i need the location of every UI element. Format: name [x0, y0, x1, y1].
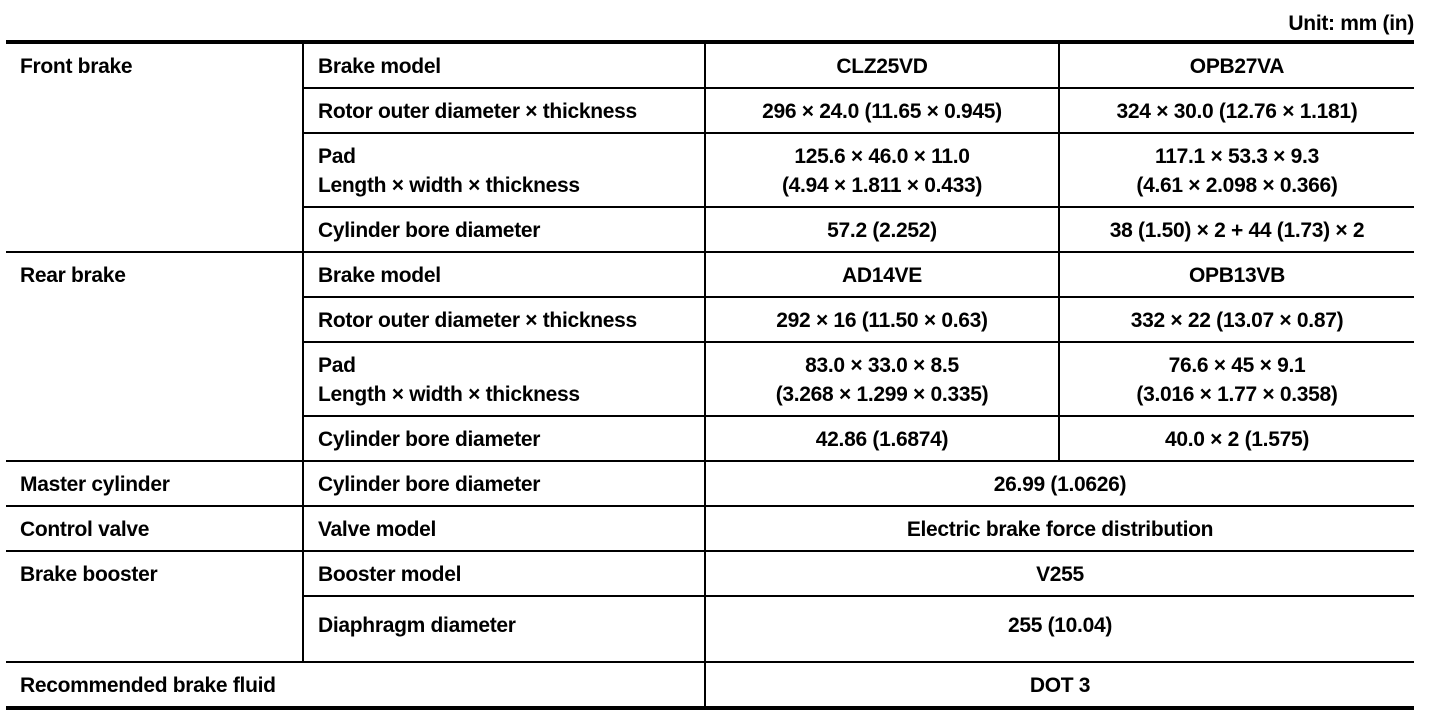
group-rear-brake: Rear brake: [6, 252, 303, 461]
value-cell: 296 × 24.0 (11.65 × 0.945): [705, 88, 1059, 133]
table-row: [6, 252, 1414, 297]
value-line: 125.6 × 46.0 × 11.0: [794, 145, 970, 168]
value-line: 83.0 × 33.0 × 8.5: [805, 354, 959, 377]
item-label: Diaphragm diameter: [303, 596, 705, 662]
value-cell: 255 (10.04): [705, 596, 1414, 662]
item-label-line: Pad: [318, 354, 356, 377]
value-cell: [1059, 342, 1414, 416]
value-cell: 26.99 (1.0626): [705, 461, 1414, 506]
value-cell: AD14VE: [705, 252, 1059, 297]
value-line: 76.6 × 45 × 9.1: [1168, 354, 1306, 377]
table-row: [6, 506, 1414, 551]
value-cell: 292 × 16 (11.50 × 0.63): [705, 297, 1059, 342]
value-cell: Electric brake force distribution: [705, 506, 1414, 551]
item-label: Cylinder bore diameter: [303, 461, 705, 506]
value-cell: 38 (1.50) × 2 + 44 (1.73) × 2: [1059, 207, 1414, 252]
value-cell: 42.86 (1.6874): [705, 416, 1059, 461]
item-label-line: Length × width × thickness: [318, 383, 580, 406]
table-row: [6, 551, 1414, 596]
value-cell: OPB27VA: [1059, 42, 1414, 88]
value-cell: 324 × 30.0 (12.76 × 1.181): [1059, 88, 1414, 133]
item-label: Booster model: [303, 551, 705, 596]
item-label-line: Length × width × thickness: [318, 174, 580, 197]
table-row: [6, 42, 1414, 88]
item-label: [303, 342, 705, 416]
value-line: 117.1 × 53.3 × 9.3: [1155, 145, 1319, 168]
value-cell: [705, 133, 1059, 207]
item-label: Cylinder bore diameter: [303, 416, 705, 461]
value-cell: OPB13VB: [1059, 252, 1414, 297]
value-cell: CLZ25VD: [705, 42, 1059, 88]
group-master-cylinder: Master cylinder: [6, 461, 303, 506]
item-label: Rotor outer diameter × thickness: [303, 297, 705, 342]
item-label: Rotor outer diameter × thickness: [303, 88, 705, 133]
item-label: Brake model: [303, 42, 705, 88]
value-line: (3.268 × 1.299 × 0.335): [775, 383, 989, 406]
value-cell: 332 × 22 (13.07 × 0.87): [1059, 297, 1414, 342]
value-cell: [1059, 133, 1414, 207]
value-cell: 57.2 (2.252): [705, 207, 1059, 252]
table-row: [6, 461, 1414, 506]
group-brake-fluid: Recommended brake fluid: [6, 662, 705, 708]
item-label: Valve model: [303, 506, 705, 551]
value-cell: [705, 342, 1059, 416]
item-label-line: Pad: [318, 145, 356, 168]
item-label: Brake model: [303, 252, 705, 297]
value-cell: V255: [705, 551, 1414, 596]
table-row: [6, 662, 1414, 708]
value-line: (4.94 × 1.811 × 0.433): [781, 174, 983, 197]
item-label: [303, 133, 705, 207]
value-cell: DOT 3: [705, 662, 1414, 708]
value-line: (3.016 × 1.77 × 0.358): [1136, 383, 1338, 406]
unit-label: Unit: mm (in): [1288, 12, 1414, 35]
brake-specification-table: [6, 40, 1414, 710]
value-cell: 40.0 × 2 (1.575): [1059, 416, 1414, 461]
group-front-brake: Front brake: [6, 42, 303, 252]
item-label: Cylinder bore diameter: [303, 207, 705, 252]
group-brake-booster: Brake booster: [6, 551, 303, 662]
group-control-valve: Control valve: [6, 506, 303, 551]
value-line: (4.61 × 2.098 × 0.366): [1136, 174, 1338, 197]
